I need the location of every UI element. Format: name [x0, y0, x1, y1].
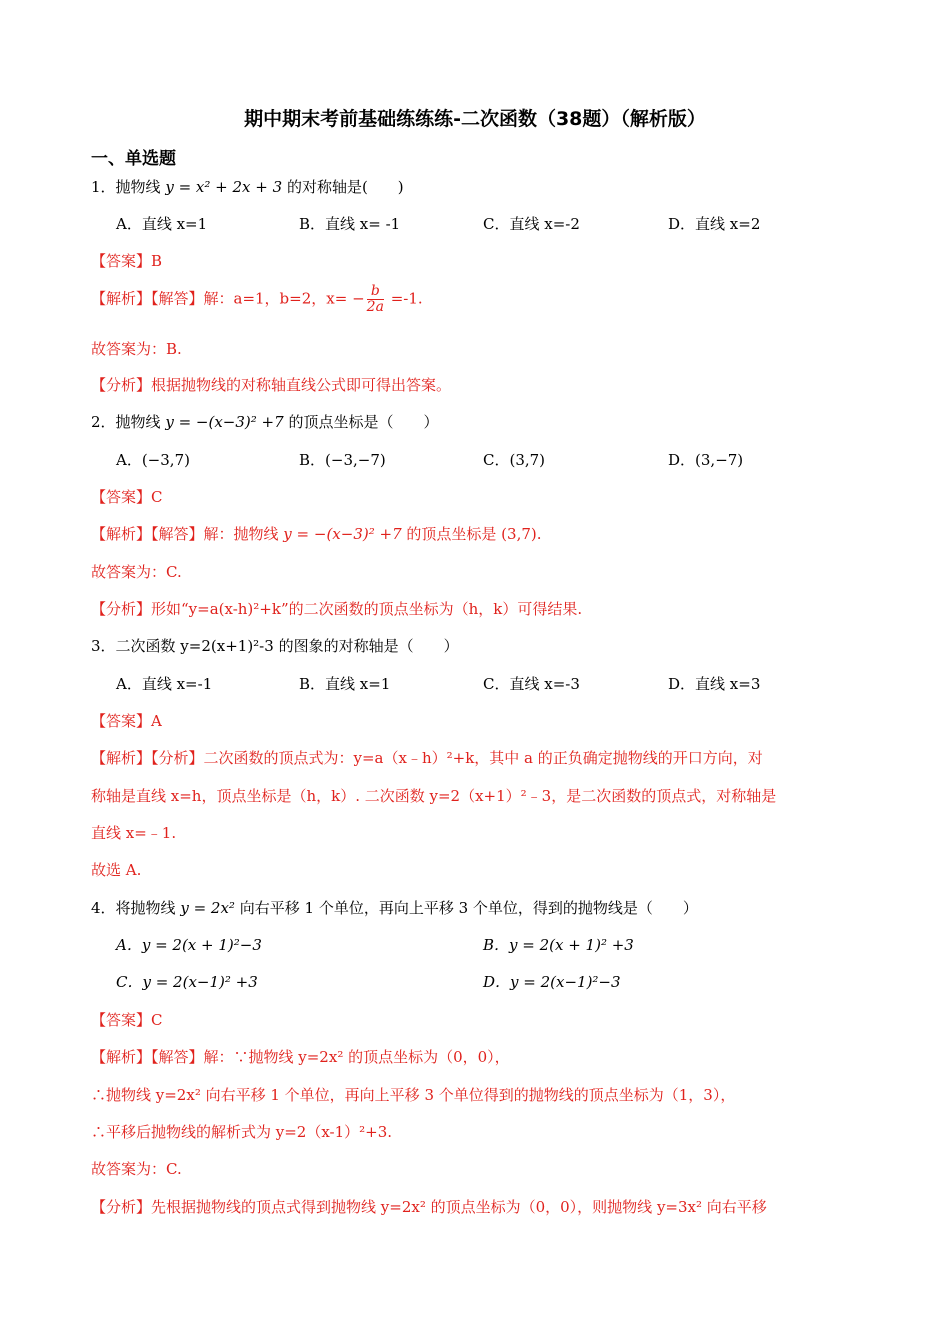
- analysis-4-line-3: ∴平移后抛物线的解析式为 y=2（x-1）²+3.: [91, 1123, 393, 1141]
- option-d: D．y = 2(x−1)²−3: [483, 973, 621, 991]
- section-heading: 一、单选题: [91, 149, 176, 169]
- conclusion-1: 故答案为：B.: [91, 340, 182, 358]
- option-a: A．直线 x=1: [116, 215, 208, 233]
- analysis-tail: =-1.: [390, 289, 423, 308]
- question-number: 2．: [91, 413, 116, 431]
- analysis-tail: 的顶点坐标是 (3,7).: [406, 525, 542, 543]
- question-formula: y = −(x−3)² +7: [165, 413, 284, 431]
- analysis-formula: y = −(x−3)² +7: [283, 525, 402, 543]
- analysis-2: [91, 523, 542, 544]
- analysis-4-line-1: 【解析】【解答】解：∵抛物线 y=2x² 的顶点坐标为（0，0），: [91, 1048, 510, 1066]
- fraction-numerator: b: [367, 284, 384, 300]
- fraction-denominator: 2a: [366, 299, 384, 315]
- conclusion-2: 故答案为：C.: [91, 563, 182, 581]
- option-c: C．直线 x=-2: [483, 215, 580, 233]
- question-suffix: 向右平移 1 个单位，再向上平移 3 个单位，得到的抛物线是（ ）: [239, 899, 698, 917]
- answer-1: 【答案】B: [91, 252, 163, 270]
- option-a: A．y = 2(x + 1)²−3: [116, 936, 262, 954]
- question-formula: y = x² + 2x + 3: [165, 178, 283, 196]
- analysis-3-line-3: 直线 x=﹣1.: [91, 824, 177, 842]
- question-number: 1．: [91, 178, 116, 196]
- question-formula: y = 2x²: [180, 899, 235, 917]
- analysis-4-line-2: ∴抛物线 y=2x² 向右平移 1 个单位，再向上平移 3 个单位得到的抛物线的顶点坐标为（1，3），: [91, 1086, 736, 1104]
- option-b: B．直线 x=1: [299, 675, 391, 693]
- question-suffix: 的对称轴是( ): [286, 178, 404, 196]
- note-2: 【分析】形如“y=a(x-h)²+k”的二次函数的顶点坐标为（h，k）可得结果.: [91, 600, 583, 618]
- option-c: C．y = 2(x−1)² +3: [116, 973, 258, 991]
- analysis-label: 【解析】【解答】解：抛物线: [91, 525, 279, 543]
- option-a: A．直线 x=-1: [116, 675, 213, 693]
- note-4: 【分析】先根据抛物线的顶点式得到抛物线 y=2x² 的顶点坐标为（0，0），则抛物线 y=3x² 向右平移: [91, 1198, 767, 1216]
- option-d: D．直线 x=2: [668, 215, 761, 233]
- document-title: 期中期末考前基础练练练-二次函数（38题）（解析版）: [244, 108, 706, 130]
- analysis-1: 【解析】【解答】解：a=1，b=2，x= − $\frac{b}{2a}$ =-1.: [91, 283, 423, 315]
- question-prefix: 抛物线: [115, 178, 161, 196]
- conclusion-4: 故答案为：C.: [91, 1160, 182, 1178]
- conclusion-3: 故选 A.: [91, 861, 142, 879]
- question-4: [91, 897, 698, 918]
- analysis-3-line-1: 【解析】【分析】二次函数的顶点式为：y=a（x﹣h）²+k，其中 a 的正负确定抛物线的开口方向，对: [91, 749, 763, 767]
- fraction: [367, 284, 384, 315]
- option-b: B．y = 2(x + 1)² +3: [483, 936, 634, 954]
- option-b: B．(−3,−7): [299, 451, 386, 469]
- answer-2: 【答案】C: [91, 488, 163, 506]
- analysis-3-line-2: 称轴是直线 x=h，顶点坐标是（h，k）. 二次函数 y=2（x+1）²﹣3，是二次函数的顶点式，对称轴是: [91, 787, 777, 805]
- option-d: D．直线 x=3: [668, 675, 761, 693]
- option-d: D．(3,−7): [668, 451, 744, 469]
- answer-4: 【答案】C: [91, 1011, 163, 1029]
- question-2: [91, 411, 438, 432]
- analysis-label: 【解析】【解答】解：a=1，b=2，x=: [91, 289, 348, 308]
- option-a: A．(−3,7): [116, 451, 190, 469]
- option-b: B．直线 x= -1: [299, 215, 401, 233]
- note-1: 【分析】根据抛物线的对称轴直线公式即可得出答案。: [91, 376, 452, 394]
- option-c: C．(3,7): [483, 451, 546, 469]
- question-suffix: 的顶点坐标是（ ）: [288, 413, 439, 431]
- question-1: [91, 176, 404, 197]
- question-number: 4．: [91, 899, 116, 917]
- answer-3: 【答案】A: [91, 712, 162, 730]
- question-3: 3．二次函数 y=2(x+1)²-3 的图象的对称轴是（ ）: [91, 637, 459, 655]
- option-c: C．直线 x=-3: [483, 675, 580, 693]
- question-prefix: 抛物线: [115, 413, 161, 431]
- question-prefix: 将抛物线: [115, 899, 176, 917]
